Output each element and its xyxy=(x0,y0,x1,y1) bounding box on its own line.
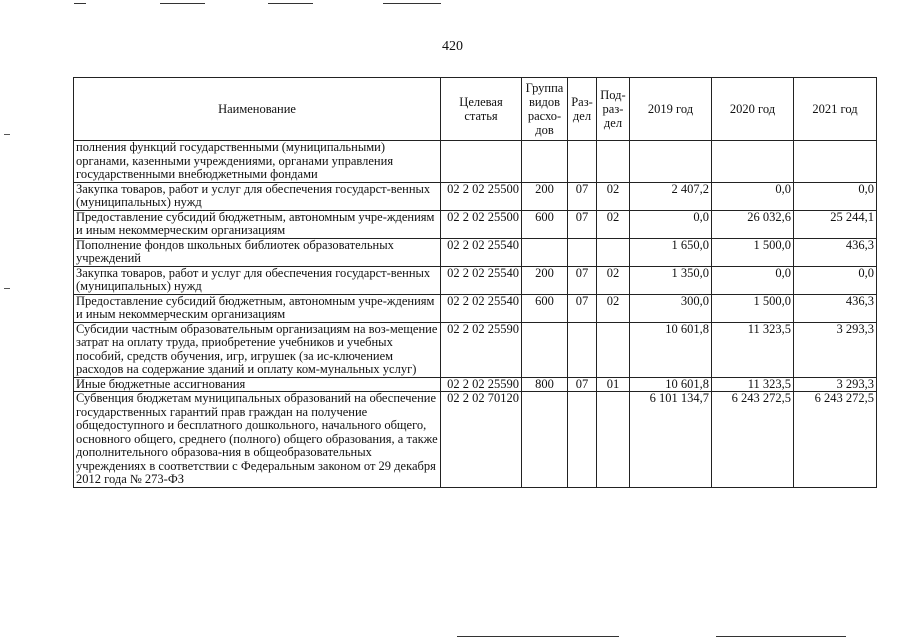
row-name: Пополнение фондов школьных библиотек образовательных учреждений xyxy=(74,238,441,266)
scan-mark xyxy=(4,288,10,289)
row-2019: 6 101 134,7 xyxy=(630,392,712,488)
row-2020 xyxy=(712,141,794,183)
row-2021: 436,3 xyxy=(794,294,877,322)
scan-line xyxy=(160,3,205,4)
row-section xyxy=(568,392,597,488)
row-section: 07 xyxy=(568,294,597,322)
row-2020: 26 032,6 xyxy=(712,210,794,238)
header-subsection: Под-раз-дел xyxy=(597,78,630,141)
budget-table xyxy=(73,77,877,488)
row-name: Закупка товаров, работ и услуг для обеспечения государст-венных (муниципальных) нужд xyxy=(74,182,441,210)
table-row xyxy=(74,294,877,322)
row-name: Субсидии частным образовательным организациям на воз-мещение затрат на оплату труда, приобретение учебников и учебных пособий, средств обучения, игр, игрушек (за ис-ключением расходов на содержание зданий и оплату ком-мунальных услуг) xyxy=(74,322,441,377)
row-group: 200 xyxy=(522,182,568,210)
row-subsection: 01 xyxy=(597,377,630,392)
table-row xyxy=(74,141,877,183)
table-row xyxy=(74,377,877,392)
row-section: 07 xyxy=(568,210,597,238)
row-2020: 0,0 xyxy=(712,266,794,294)
table-row xyxy=(74,322,877,377)
scan-line xyxy=(457,636,619,637)
row-subsection: 02 xyxy=(597,210,630,238)
row-group: 200 xyxy=(522,266,568,294)
row-name: Предоставление субсидий бюджетным, автономным учре-ждениям и иным некоммерческим организациям xyxy=(74,294,441,322)
row-section: 07 xyxy=(568,182,597,210)
row-2019: 10 601,8 xyxy=(630,377,712,392)
row-subsection xyxy=(597,392,630,488)
row-subsection: 02 xyxy=(597,266,630,294)
row-subsection xyxy=(597,238,630,266)
header-2020: 2020 год xyxy=(712,78,794,141)
header-section: Раз-дел xyxy=(568,78,597,141)
row-subsection xyxy=(597,322,630,377)
row-name: Предоставление субсидий бюджетным, автономным учре-ждениям и иным некоммерческим организациям xyxy=(74,210,441,238)
row-target: 02 2 02 25590 xyxy=(441,377,522,392)
row-target: 02 2 02 25500 xyxy=(441,182,522,210)
row-target: 02 2 02 25500 xyxy=(441,210,522,238)
row-section: 07 xyxy=(568,266,597,294)
row-2021: 3 293,3 xyxy=(794,377,877,392)
scan-line xyxy=(383,3,441,4)
row-2019: 2 407,2 xyxy=(630,182,712,210)
row-section: 07 xyxy=(568,377,597,392)
row-section xyxy=(568,141,597,183)
row-2020: 1 500,0 xyxy=(712,294,794,322)
row-group xyxy=(522,141,568,183)
row-target: 02 2 02 70120 xyxy=(441,392,522,488)
row-2019: 0,0 xyxy=(630,210,712,238)
header-expense-group: Группа видов расхо-дов xyxy=(522,78,568,141)
scan-line xyxy=(716,636,846,637)
row-target: 02 2 02 25590 xyxy=(441,322,522,377)
row-target xyxy=(441,141,522,183)
row-target: 02 2 02 25540 xyxy=(441,294,522,322)
row-section xyxy=(568,322,597,377)
row-2019: 1 350,0 xyxy=(630,266,712,294)
row-subsection: 02 xyxy=(597,294,630,322)
row-2021: 436,3 xyxy=(794,238,877,266)
row-2019: 10 601,8 xyxy=(630,322,712,377)
table-row xyxy=(74,182,877,210)
page-number: 420 xyxy=(442,39,463,54)
header-target-article: Целевая статья xyxy=(441,78,522,141)
row-2021: 6 243 272,5 xyxy=(794,392,877,488)
row-group: 600 xyxy=(522,294,568,322)
row-group: 800 xyxy=(522,377,568,392)
row-group: 600 xyxy=(522,210,568,238)
row-subsection xyxy=(597,141,630,183)
table-row xyxy=(74,266,877,294)
row-group xyxy=(522,238,568,266)
row-2021: 0,0 xyxy=(794,182,877,210)
table-row xyxy=(74,238,877,266)
header-2019: 2019 год xyxy=(630,78,712,141)
row-subsection: 02 xyxy=(597,182,630,210)
row-name: полнения функций государственными (муниципальными) органами, казенными учреждениями, органами управления государственными внебюджетными фондами xyxy=(74,141,441,183)
table-row xyxy=(74,392,877,488)
scan-line xyxy=(268,3,313,4)
table-header-row xyxy=(74,78,877,141)
row-2021: 0,0 xyxy=(794,266,877,294)
row-2021: 3 293,3 xyxy=(794,322,877,377)
header-2021: 2021 год xyxy=(794,78,877,141)
row-2019 xyxy=(630,141,712,183)
row-section xyxy=(568,238,597,266)
row-name: Иные бюджетные ассигнования xyxy=(74,377,441,392)
scan-line xyxy=(74,3,86,4)
row-2020: 11 323,5 xyxy=(712,322,794,377)
row-2020: 0,0 xyxy=(712,182,794,210)
row-group xyxy=(522,392,568,488)
row-name: Субвенция бюджетам муниципальных образований на обеспечение государственных гарантий прав граждан на получение общедоступного и бесплатного дошкольного, начального общего, основного общего, среднего (полного) общего образования, а также дополнительного образова-ния в общеобразовательных учреждениях в соответствии с Федеральным законом от 29 декабря 2012 года № 273-ФЗ xyxy=(74,392,441,488)
row-2020: 6 243 272,5 xyxy=(712,392,794,488)
row-target: 02 2 02 25540 xyxy=(441,266,522,294)
row-name: Закупка товаров, работ и услуг для обеспечения государст-венных (муниципальных) нужд xyxy=(74,266,441,294)
row-2020: 1 500,0 xyxy=(712,238,794,266)
row-2019: 1 650,0 xyxy=(630,238,712,266)
row-target: 02 2 02 25540 xyxy=(441,238,522,266)
row-2019: 300,0 xyxy=(630,294,712,322)
row-2021 xyxy=(794,141,877,183)
row-2020: 11 323,5 xyxy=(712,377,794,392)
table-row xyxy=(74,210,877,238)
row-2021: 25 244,1 xyxy=(794,210,877,238)
header-name: Наименование xyxy=(74,78,441,141)
scan-mark xyxy=(4,134,10,135)
row-group xyxy=(522,322,568,377)
